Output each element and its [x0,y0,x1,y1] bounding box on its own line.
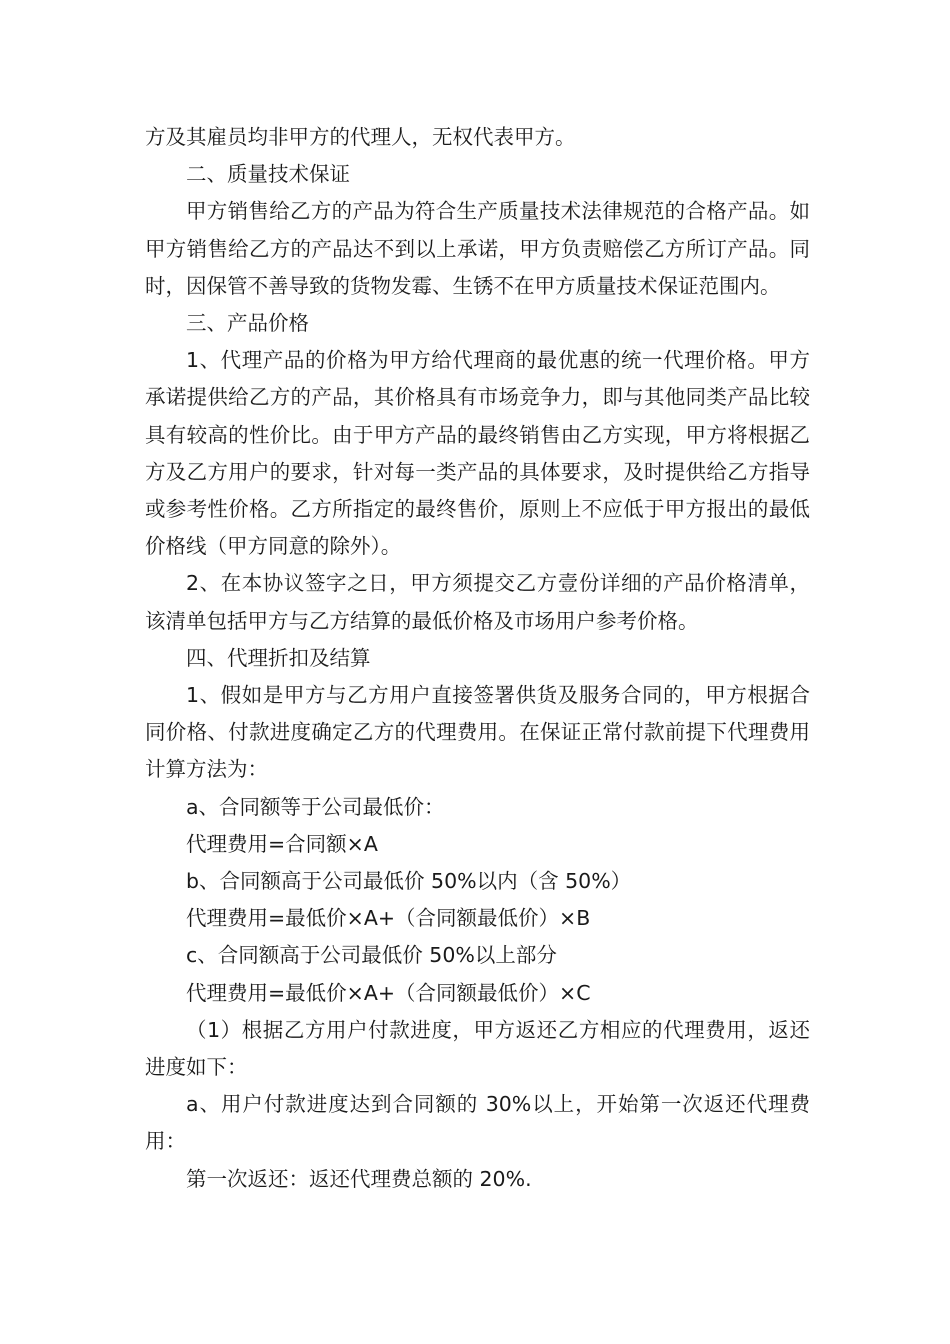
document-body [145,119,810,1198]
section-heading-price: 三、产品价格 [186,311,309,336]
paragraph-continuation: 方及其雇员均非甲方的代理人，无权代表甲方。 [145,125,576,149]
clause-a: a、合同额等于公司最低价： [186,794,445,819]
section-heading-quality: 二、质量技术保证 [186,162,350,187]
clause-c: c、合同额高于公司最低价 50%以上部分 [186,943,557,968]
paragraph-first-refund: 第一次返还：返还代理费总额的 20%. [186,1166,532,1191]
clause-b: b、合同额高于公司最低价 50%以内（含 50%） [186,869,632,894]
formula-b: 代理费用=最低价×A+（合同额最低价）×B [186,906,591,931]
formula-a: 代理费用=合同额×A [186,831,378,856]
paragraph-price-1: 1、代理产品的价格为甲方给代理商的最优惠的统一代理价格。甲方承诺提供给乙方的产品，其价格具有市场竞争力，即与其他同类产品比较具有较高的性价比。由于甲方产品的最终销售由乙方实现，甲方将根据乙方及乙方用户的要求，针对每一类产品的具体要求，及时提供给乙方指导或参考性价格。乙方所指定的最终售价，原则上不应低于甲方报出的最低价格线（甲方同意的除外）。 [145,348,810,559]
section-heading-discount: 四、代理折扣及结算 [186,645,371,670]
paragraph-refund-schedule: （1）根据乙方用户付款进度，甲方返还乙方相应的代理费用，返还进度如下： [145,1017,810,1080]
paragraph-price-2: 2、在本协议签字之日，甲方须提交乙方壹份详细的产品价格清单，该清单包括甲方与乙方结算的最低价格及市场用户参考价格。 [145,571,810,633]
paragraph-refund-a: a、用户付款进度达到合同额的 30%以上，开始第一次返还代理费用： [145,1092,810,1154]
paragraph-discount-1: 1、假如是甲方与乙方用户直接签署供货及服务合同的，甲方根据合同价格、付款进度确定乙方的代理费用。在保证正常付款前提下代理费用计算方法为： [145,683,810,782]
paragraph-quality: 甲方销售给乙方的产品为符合生产质量技术法律规范的合格产品。如甲方销售给乙方的产品达不到以上承诺，甲方负责赔偿乙方所订产品。同时，因保管不善导致的货物发霉、生锈不在甲方质量技术保证范围内。 [145,199,810,298]
formula-c: 代理费用=最低价×A+（合同额最低价）×C [186,980,591,1005]
